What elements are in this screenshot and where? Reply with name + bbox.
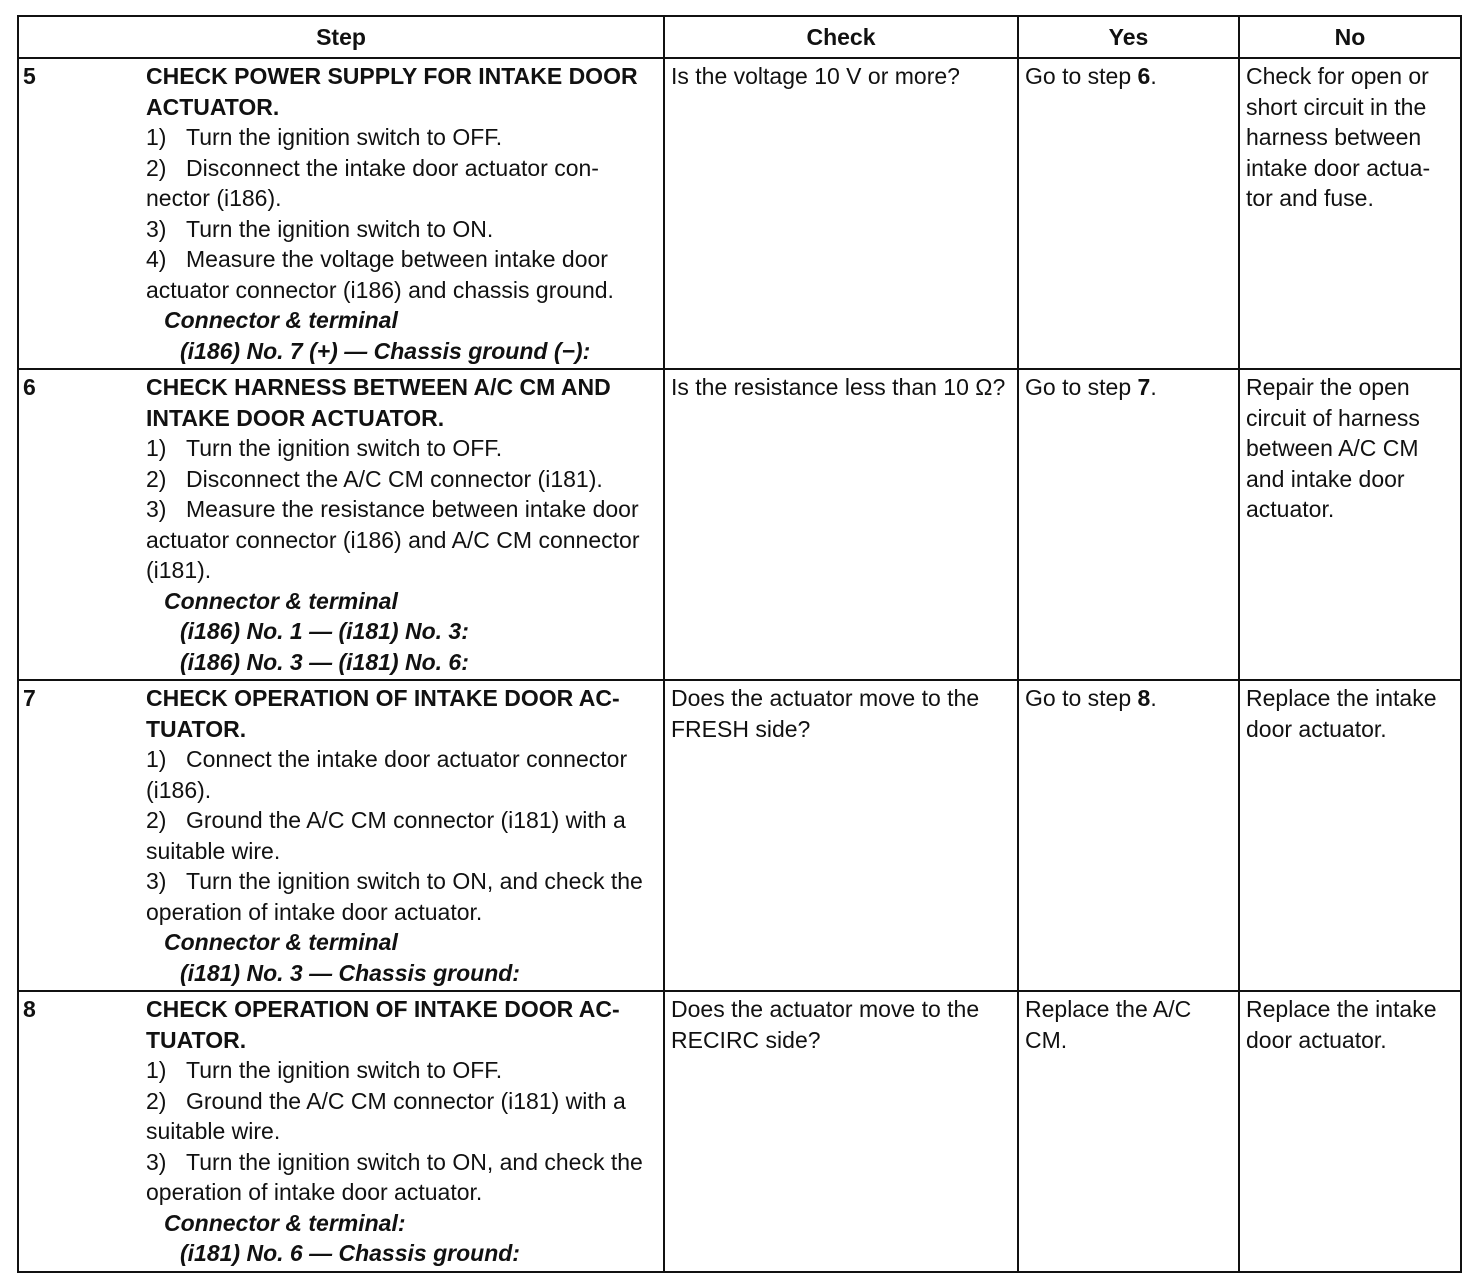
no-cell: Replace the intake door actuator. (1239, 680, 1461, 991)
header-check: Check (664, 16, 1018, 58)
header-yes: Yes (1018, 16, 1239, 58)
step-title: CHECK POWER SUPPLY FOR INTAKE DOOR ACTUATOR. (146, 63, 638, 120)
connector-label: Connector & terminal (164, 929, 398, 955)
instruction: 3) Measure the resistance between intake door actuator connector (i186) and A/C CM connector (i181). (146, 496, 640, 583)
step-title: CHECK OPERATION OF INTAKE DOOR AC-TUATOR. (146, 685, 620, 742)
instruction: 1) Turn the ignition switch to OFF. (146, 435, 503, 461)
diagnostic-table (17, 15, 1462, 1273)
step-number: 6 (23, 374, 36, 400)
table-row (18, 369, 1461, 680)
step-title: CHECK OPERATION OF INTAKE DOOR AC-TUATOR. (146, 996, 620, 1053)
table-row (18, 58, 1461, 369)
header-step: Step (18, 16, 664, 58)
step-number: 5 (23, 63, 36, 89)
table-row (18, 680, 1461, 991)
step-cell (18, 369, 664, 680)
check-cell: Does the actuator move to the RECIRC side? (664, 991, 1018, 1272)
check-cell: Is the resistance less than 10 Ω? (664, 369, 1018, 680)
no-cell: Check for open or short circuit in the harness between intake door actua-tor and fuse. (1239, 58, 1461, 369)
instruction: 1) Turn the ignition switch to OFF. (146, 124, 503, 150)
yes-cell: Replace the A/C CM. (1018, 991, 1239, 1272)
step-title: CHECK HARNESS BETWEEN A/C CM AND INTAKE DOOR ACTUATOR. (146, 374, 611, 431)
instruction: 1) Connect the intake door actuator connector (i186). (146, 746, 628, 803)
instruction: 3) Turn the ignition switch to ON, and check the operation of intake door actuator. (146, 868, 643, 925)
instruction: 2) Disconnect the A/C CM connector (i181). (146, 465, 603, 492)
step-cell (18, 680, 664, 991)
instruction: 3) Turn the ignition switch to ON, and check the operation of intake door actuator. (146, 1148, 643, 1205)
step-cell (18, 991, 664, 1272)
connector-label: Connector & terminal: (164, 1209, 406, 1236)
terminal-spec: (i181) No. 3 — Chassis ground: (180, 959, 520, 986)
check-cell: Is the voltage 10 V or more? (664, 58, 1018, 369)
instruction: 1) Turn the ignition switch to OFF. (146, 1057, 503, 1083)
check-cell: Does the actuator move to the FRESH side? (664, 680, 1018, 991)
instruction: 2) Ground the A/C CM connector (i181) with a suitable wire. (146, 807, 626, 864)
instruction: 2) Ground the A/C CM connector (i181) with a suitable wire. (146, 1087, 626, 1144)
instruction: 3) Turn the ignition switch to ON. (146, 215, 494, 242)
instruction: 4) Measure the voltage between intake door actuator connector (i186) and chassis ground. (146, 246, 614, 303)
table-header-row (18, 16, 1461, 58)
terminal-spec: (i186) No. 1 — (i181) No. 3: (180, 618, 469, 644)
terminal-spec: (i186) No. 3 — (i181) No. 6: (180, 648, 469, 675)
terminal-spec: (i186) No. 7 (+) — Chassis ground (−): (180, 337, 591, 364)
step-cell (18, 58, 664, 369)
header-no: No (1239, 16, 1461, 58)
table-row (18, 991, 1461, 1272)
connector-label: Connector & terminal (164, 307, 398, 333)
step-number: 7 (23, 685, 36, 711)
yes-cell: Go to step 6. (1018, 58, 1239, 369)
instruction: 2) Disconnect the intake door actuator con-nector (i186). (146, 154, 599, 211)
connector-label: Connector & terminal (164, 587, 398, 614)
step-number: 8 (23, 996, 36, 1022)
terminal-spec: (i181) No. 6 — Chassis ground: (180, 1240, 520, 1266)
no-cell: Replace the intake door actuator. (1239, 991, 1461, 1272)
yes-cell: Go to step 7. (1018, 369, 1239, 680)
no-cell: Repair the open circuit of harness between A/C CM and intake door actuator. (1239, 369, 1461, 680)
yes-cell: Go to step 8. (1018, 680, 1239, 991)
